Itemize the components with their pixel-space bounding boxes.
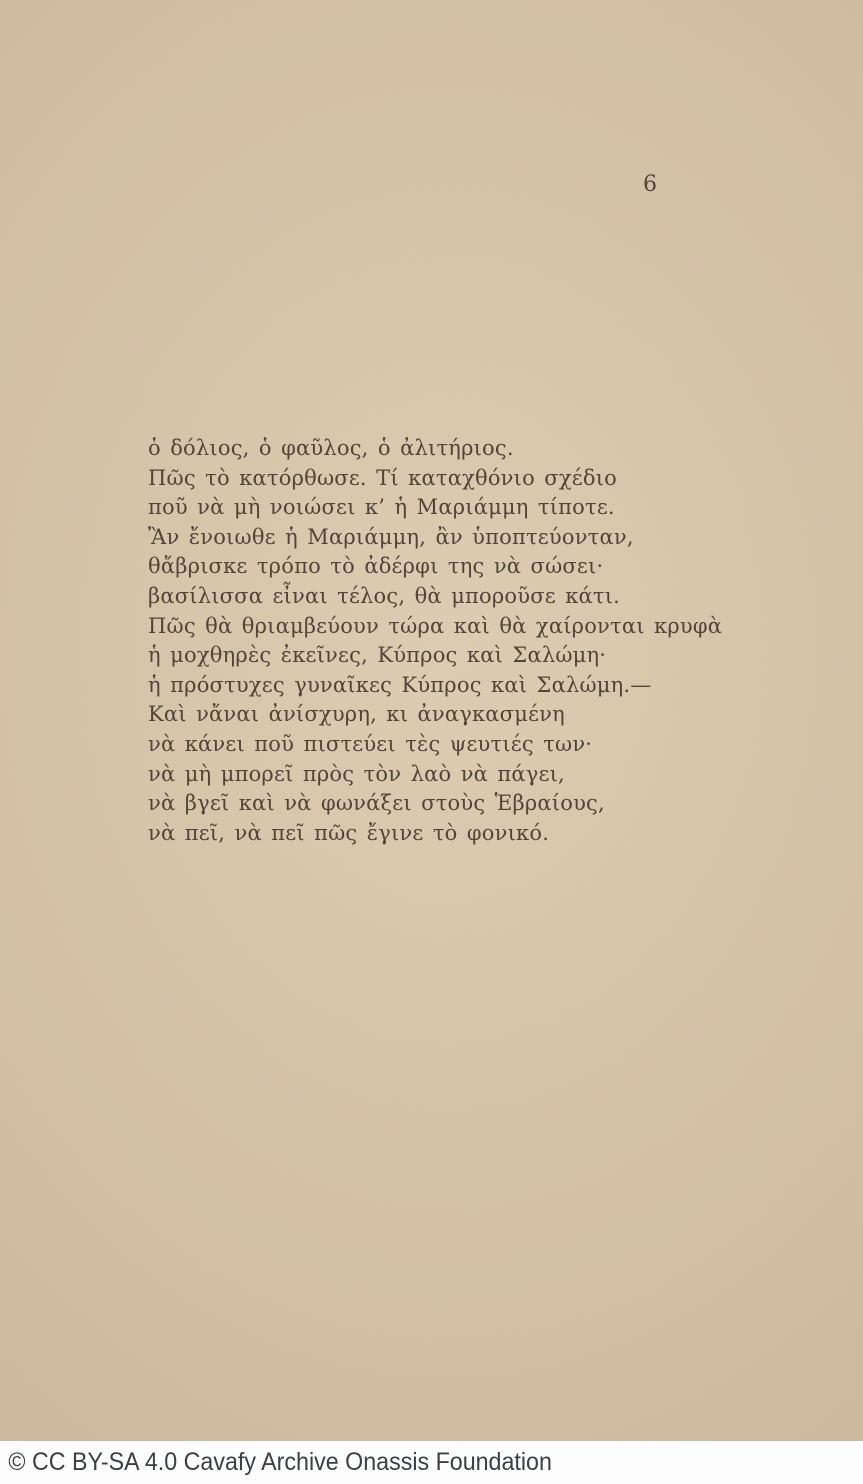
poem-line: Ἂν ἔνοιωθε ἡ Μαριάμμη, ἂν ὑποπτεύονταν, <box>148 524 634 549</box>
poem-line: Πῶς τὸ κατόρθωσε. Τί καταχθόνιο σχέδιο <box>148 465 617 490</box>
poem-line: νὰ κάνει ποῦ πιστεύει τὲς ψευτιές των· <box>148 731 593 756</box>
poem-line: νὰ βγεῖ καὶ νὰ φωνάξει στοὺς Ἑβραίους, <box>148 791 605 816</box>
poem-line: ὁ δόλιος, ὁ φαῦλος, ὁ ἀλιτήριος. <box>148 436 514 460</box>
poem-line: Καὶ νἄναι ἀνίσχυρη, κι ἀναγκασμένη <box>148 702 565 727</box>
license-text: © CC BY-SA 4.0 Cavafy Archive Onassis Foundation <box>8 1448 552 1476</box>
poem-line: ἡ μοχθηρὲς ἐκεῖνες, Κύπρος καὶ Σαλώμη· <box>148 643 607 668</box>
poem-line: ποῦ νὰ μὴ νοιώσει κ’ ἡ Μαριάμμη τίποτε. <box>148 495 615 520</box>
license-bar <box>0 1441 863 1484</box>
poem-line: βασίλισσα εἶναι τέλος, θὰ μποροῦσε κάτι. <box>148 583 621 608</box>
poem-line: ἡ πρόστυχες γυναῖκες Κύπρος καὶ Σαλώμη.— <box>148 672 652 697</box>
poem-line: θἄβρισκε τρόπο τὸ ἀδέρφι της νὰ σώσει· <box>148 554 604 579</box>
poem-text-block <box>148 434 723 848</box>
poem-line: Πῶς θὰ θριαμβεύουν τώρα καὶ θὰ χαίρονται κρυφὰ <box>148 613 723 638</box>
poem-line: νὰ μὴ μπορεῖ πρὸς τὸν λαὸ νὰ πάγει, <box>148 761 565 786</box>
poem-line: νὰ πεῖ, νὰ πεῖ πῶς ἔγινε τὸ φονικό. <box>148 820 550 845</box>
page-number: 6 <box>643 172 657 197</box>
